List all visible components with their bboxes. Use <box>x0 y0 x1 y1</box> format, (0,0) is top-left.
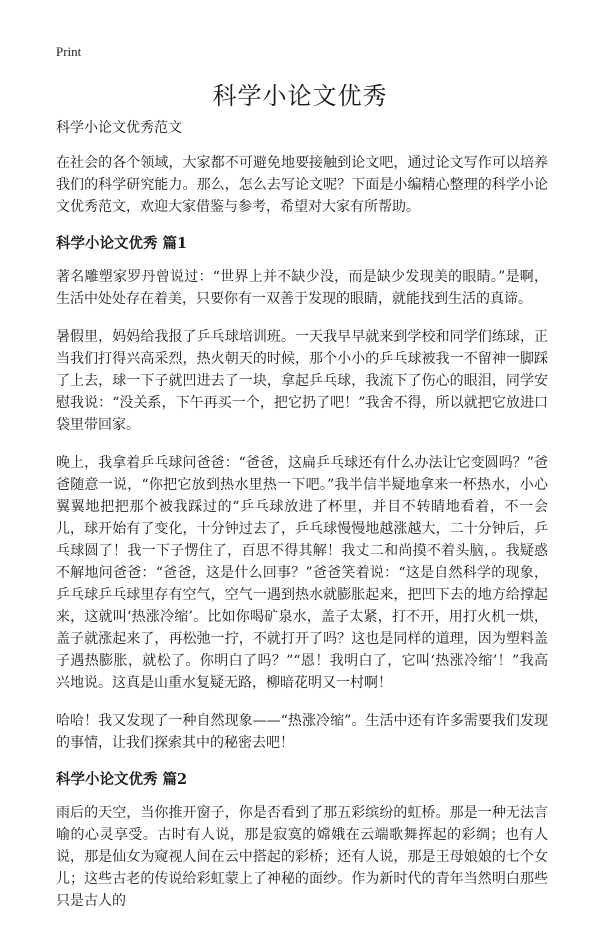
article-subtitle: 科学小论文优秀范文 <box>56 120 182 136</box>
paragraph: 著名雕塑家罗丹曾说过：“世界上并不缺少没，而是缺少发现美的眼睛。”是啊，生活中处处存在着美，只要你有一双善于发现的眼睛，就能找到生活的真谛。 <box>56 269 548 307</box>
section-heading: 科学小论文优秀 篇1 <box>56 235 188 252</box>
article-body <box>56 118 548 928</box>
paragraph: 晚上，我拿着乒乓球问爸爸：“爸爸，这扁乒乓球还有什么办法让它变圆吗？”爸爸随意一说，“你把它放到热水里热一下吧。”我半信半疑地拿来一杯热水，小心翼翼地把把那个被我踩过的“乒乓球放进了杯里，并目不转睛地看着，不一会儿，球开始有了变化，十分钟过去了，乒乓球慢慢地越涨越大，二十分钟后，乒乓球圆了！我一下子愣住了，百思不得其解！我丈二和尚摸不着头脑，。我疑惑不解地问爸爸：“爸爸，这是什么回事？”爸爸笑着说：“这是自然科学的现象，乒乓球乒乓球里存有空气，空气一遇到热水就膨胀起来，把凹下去的地方给撑起来，这就叫‘热涨冷缩’。比如你喝矿泉水，盖子太紧，打不开，用打火机一烘，盖子就涨起来了，再松弛一拧，不就打开了吗？这也是同样的道理，因为塑料盖子遇热膨胀，就松了。你明白了吗？”“恩！我明白了，它叫‘热涨冷缩’！”我高兴地说。这真是山重水复疑无路，柳暗花明又一村啊！ <box>56 455 548 691</box>
paragraph: 哈哈！我又发现了一种自然现象——“热涨冷缩”。生活中还有许多需要我们发现的事情，让我们探索其中的秘密去吧！ <box>56 713 548 751</box>
page-title: 科学小论文优秀 <box>212 82 388 110</box>
paragraph: 雨后的天空，当你推开窗子，你是否看到了那五彩缤纷的虹桥。那是一种无法言喻的心灵享受。古时有人说，那是寂寞的嫦娥在云端歌舞挥起的彩绸；也有人说，那是仙女为窥视人间在云中搭起的彩桥；还有人说，那是王母娘娘的七个女儿；这些古老的传说给彩虹蒙上了神秘的面纱。作为新时代的青年当然明白那些只是古人的 <box>56 805 548 909</box>
section-heading: 科学小论文优秀 篇2 <box>56 771 188 788</box>
paragraph: 暑假里，妈妈给我报了乒乓球培训班。一天我早早就来到学校和同学们练球，正当我们打得兴高采烈，热火朝天的时候，那个小小的乒乓球被我一不留神一脚踩了上去，球一下子就凹进去了一块，拿起乒乓球，我流下了伤心的眼泪，同学安慰我说：“没关系，下午再买一个，把它扔了吧！”我舍不得，所以就把它放进口袋里带回家。 <box>56 329 548 433</box>
print-link[interactable]: Print <box>56 44 82 59</box>
intro-paragraph: 在社会的各个领域，大家都不可避免地要接触到论文吧，通过论文写作可以培养我们的科学研究能力。那么，怎么去写论文呢？下面是小编精心整理的科学小论文优秀范文，欢迎大家借鉴与参考，希望对大家有所帮助。 <box>56 155 548 215</box>
